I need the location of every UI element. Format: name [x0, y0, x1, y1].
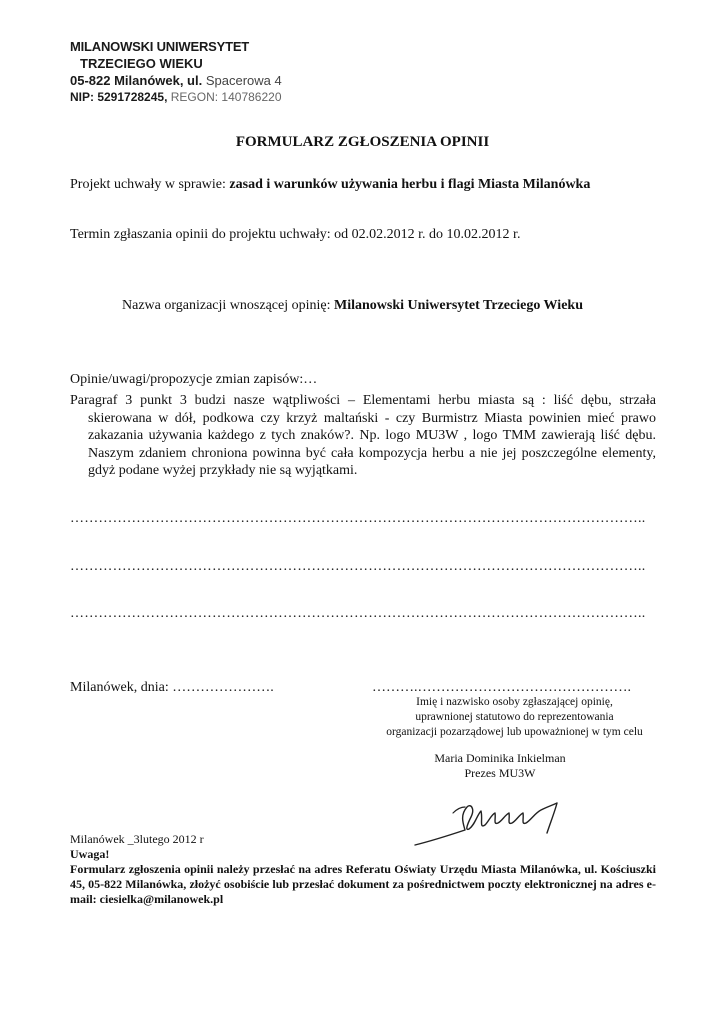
note-heading: Uwaga!: [70, 847, 110, 861]
signature-dotted-line: ……….……………………………………….: [372, 680, 631, 695]
stamp-line-1: MILANOWSKI UNIWERSYTET: [70, 39, 250, 54]
form-title: FORMULARZ ZGŁOSZENIA OPINII: [235, 134, 490, 150]
signer-name: Maria Dominika Inkielman: [434, 751, 566, 765]
opinions-label: Opinie/uwagi/propozycje zmian zapisów:…: [70, 372, 318, 387]
footer-note: [70, 832, 656, 907]
place-date-line: Milanówek, dnia: ………………….: [70, 680, 274, 695]
signature-caption-line-1: Imię i nazwisko osoby zgłaszającej opinię,: [416, 696, 613, 708]
signer-block: [400, 751, 600, 781]
stamp-line-2: TRZECIEGO WIEKU: [80, 56, 203, 71]
organization-stamp: [70, 38, 290, 106]
note-text: Formularz zgłoszenia opinii należy przesłać na adres Referatu Oświaty Urzędu Miasta Milanówka, ul. Kościuszki 45, 05-822 Milanówka, złożyć osobiście lub przesłać dokument za pośrednictwem poczty elektronicznej na adres e-mail: ciesielka@milanowek.pl: [70, 862, 656, 906]
stamp-regon: REGON: 140786220: [170, 90, 282, 104]
signature-caption-line-3: organizacji pozarządowej lub upoważnionej w tym celu: [386, 726, 643, 738]
organization-label: Nazwa organizacji wnoszącej opinię:: [122, 298, 331, 313]
organization-value: Milanowski Uniwersytet Trzeciego Wieku: [333, 298, 583, 313]
opinion-text: Paragraf 3 punkt 3 budzi nasze wątpliwości – Elementami herbu miasta są : liść dębu, strzała skierowana w dół, podkowa czy krzyż maltański - czy Burmistrz Miasta powinien mieć prawo zakazania używania każdego z tych znaków?. Np. logo MU3W , logo TMM zawierają liść dębu. Naszym zdaniem chroniona powinna być cała kompozycja herbu a nie jej poszczególne elementy, gdyż podane wyżej przykłady nie są wyjątkami.: [70, 393, 656, 479]
project-line: [70, 177, 590, 193]
stamp-ids: [70, 89, 290, 106]
project-label: Projekt uchwały w sprawie:: [70, 177, 226, 192]
stamp-address-street: Spacerowa 4: [205, 73, 282, 88]
stamp-nip: NIP: 5291728245,: [70, 90, 168, 104]
dotted-line-1: …………………………………………………………………………………………………………..: [70, 511, 646, 526]
organization-line: [122, 298, 583, 314]
deadline-line: Termin zgłaszania opinii do projektu uchwały: od 02.02.2012 r. do 10.02.2012 r.: [70, 227, 521, 242]
dotted-line-3: …………………………………………………………………………………………………………..: [70, 606, 646, 621]
stamp-address-bold: 05-822 Milanówek, ul.: [70, 73, 203, 88]
dotted-line-2: …………………………………………………………………………………………………………..: [70, 559, 646, 574]
stamp-address: [70, 72, 290, 89]
project-value: zasad i warunków używania herbu i flagi Miasta Milanówka: [229, 177, 591, 192]
signer-title: Prezes MU3W: [464, 766, 536, 780]
signature-caption: [372, 695, 657, 740]
signature-caption-line-2: uprawnionej statutowo do reprezentowania: [415, 711, 614, 723]
footer-date: Milanówek _3lutego 2012 r: [70, 832, 204, 846]
